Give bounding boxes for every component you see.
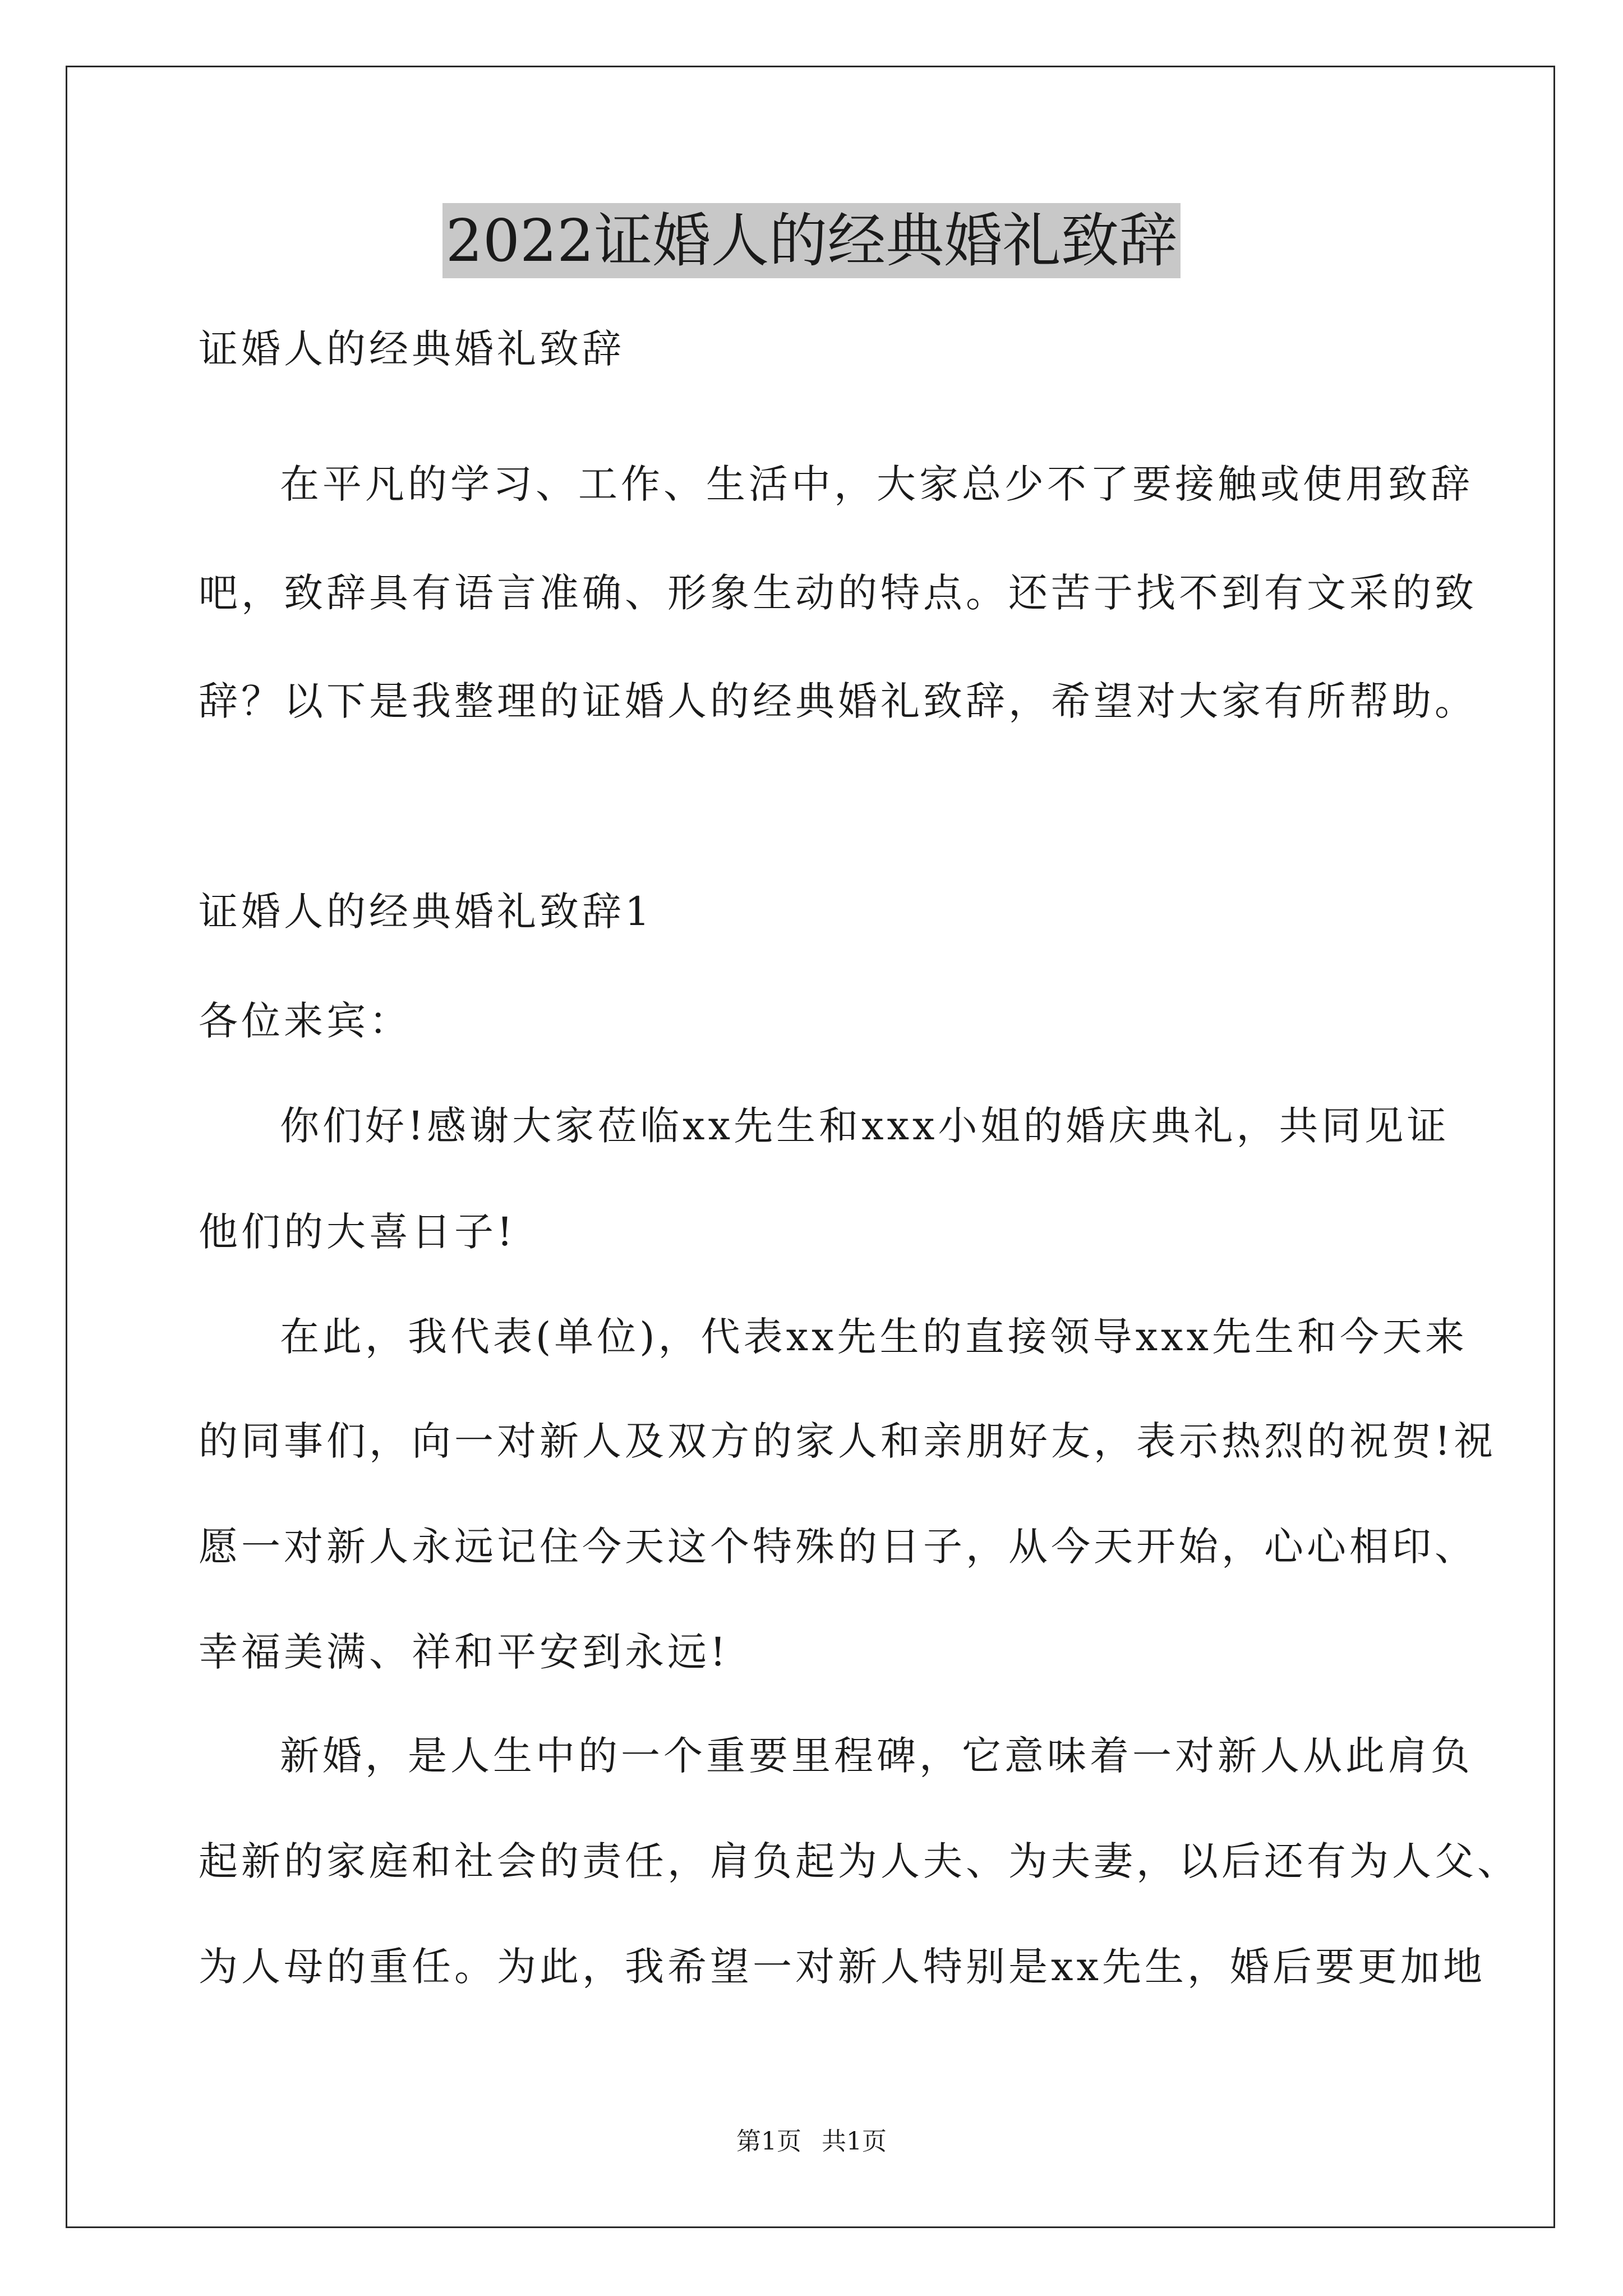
paragraph-line: 辞？以下是我整理的证婚人的经典婚礼致辞，希望对大家有所帮助。: [199, 678, 1477, 724]
paragraph-line: 你们好!感谢大家莅临xx先生和xxx小姐的婚庆典礼，共同见证: [280, 1103, 1450, 1149]
paragraph-line: 愿一对新人永远记住今天这个特殊的日子，从今天开始，心心相印、: [199, 1524, 1477, 1570]
paragraph-line: 新婚，是人生中的一个重要里程碑，它意味着一对新人从此肩负: [280, 1733, 1473, 1779]
page-number: 第1页: [736, 2127, 801, 2156]
paragraph-line: 的同事们，向一对新人及双方的家人和亲朋好友，表示热烈的祝贺!祝: [199, 1418, 1497, 1464]
paragraph-line: 为人母的重任。为此，我希望一对新人特别是xx先生，婚后要更加地: [199, 1944, 1486, 1990]
paragraph-line: 他们的大喜日子!: [199, 1209, 517, 1255]
paragraph-line: 吧，致辞具有语言准确、形象生动的特点。还苦于找不到有文采的致: [199, 570, 1477, 616]
document-title: 2022证婚人的经典婚礼致辞: [442, 203, 1181, 278]
subtitle-line: 证婚人的经典婚礼致辞: [199, 326, 625, 372]
paragraph-line: 幸福美满、祥和平安到永远!: [199, 1629, 730, 1675]
title-wrap: [0, 203, 1623, 278]
page-total: 共1页: [822, 2127, 887, 2156]
paragraph-line: 在此，我代表(单位)，代表xx先生的直接领导xxx先生和今天来: [280, 1314, 1468, 1360]
paragraph-line: 起新的家庭和社会的责任，肩负起为人夫、为夫妻，以后还有为人父、: [199, 1838, 1520, 1884]
paragraph-line: 在平凡的学习、工作、生活中，大家总少不了要接触或使用致辞: [280, 461, 1473, 507]
section-heading: 证婚人的经典婚礼致辞1: [199, 889, 653, 935]
page-footer: [0, 2126, 1623, 2157]
salutation-line: 各位来宾：: [199, 998, 412, 1044]
